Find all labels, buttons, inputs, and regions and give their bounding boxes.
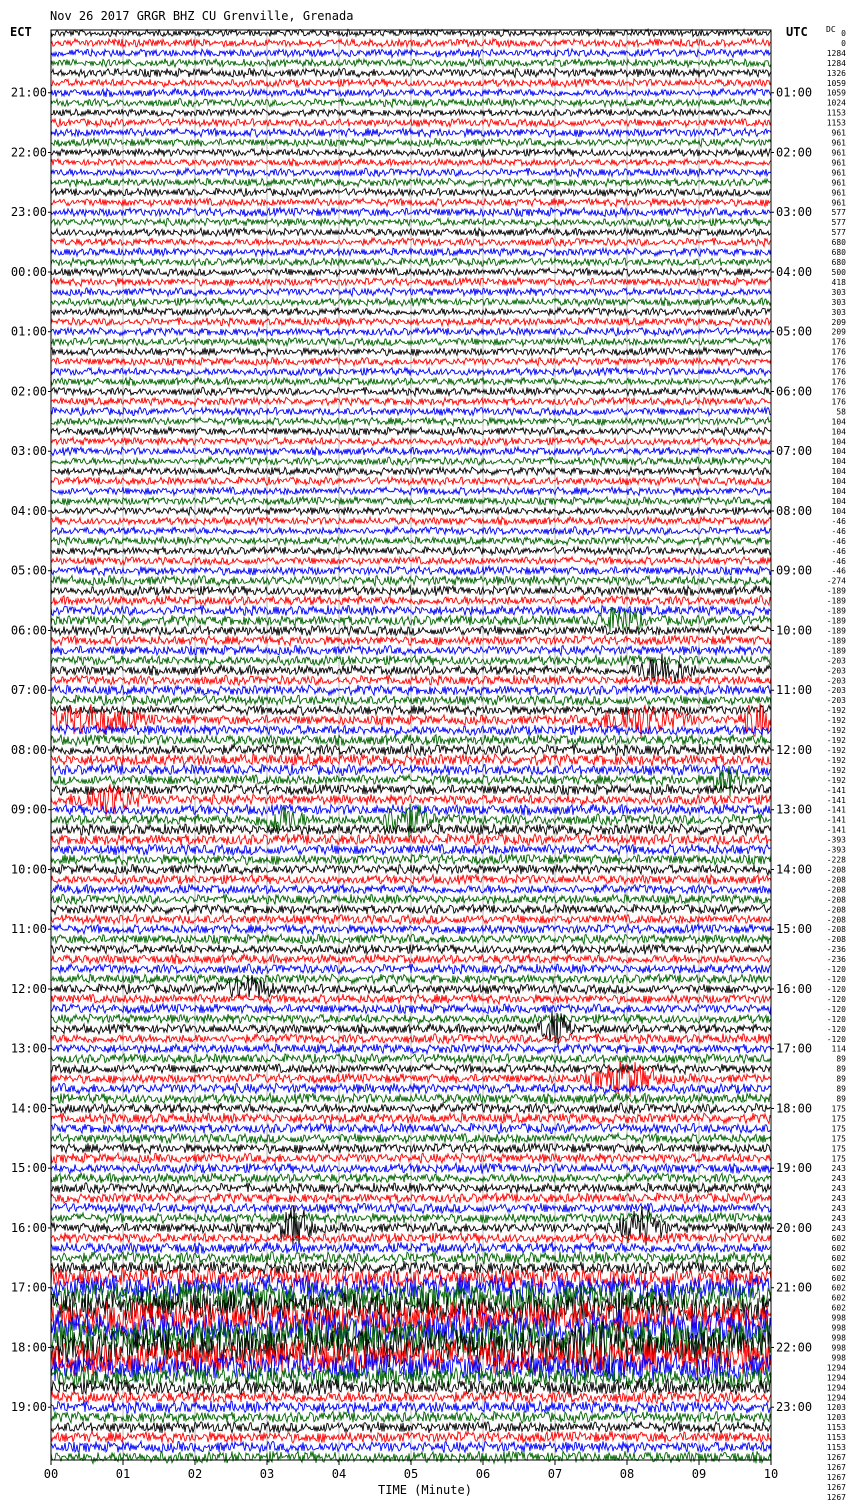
left-hour-label: 21:00	[10, 85, 47, 100]
x-tick-label: 02	[187, 1467, 203, 1481]
left-hour-label: 04:00	[10, 503, 47, 518]
dc-offset-label: -141	[826, 815, 846, 825]
dc-offset-label: 209	[831, 317, 846, 327]
left-hour-label: 13:00	[10, 1041, 47, 1056]
right-hour-label: 22:00	[776, 1340, 813, 1355]
dc-offset-label: -236	[826, 945, 846, 955]
right-hour-label: 16:00	[776, 981, 813, 996]
dc-offset-label: 961	[831, 138, 846, 148]
dc-offset-label: 176	[831, 347, 846, 357]
dc-offset-label: 0	[841, 29, 846, 38]
dc-offset-label: 1326	[826, 68, 846, 78]
left-hour-label: 10:00	[10, 862, 47, 877]
dc-offset-label: -192	[826, 775, 846, 785]
dc-offset-label: 243	[831, 1174, 846, 1184]
dc-offset-label: -192	[826, 716, 846, 726]
dc-offset-label: 243	[831, 1223, 846, 1233]
dc-offset-label: 89	[836, 1054, 846, 1064]
dc-offset-label: 114	[831, 1044, 846, 1054]
dc-offset-label: 961	[831, 168, 846, 178]
right-hour-label: 05:00	[776, 324, 813, 339]
right-hour-label: 21:00	[776, 1280, 813, 1295]
dc-offset-label: 104	[831, 417, 846, 427]
dc-offset-label: 1267	[826, 1482, 846, 1492]
left-hour-label: 00:00	[10, 264, 47, 279]
dc-offset-label: 1267	[826, 1472, 846, 1482]
dc-offset-label: 176	[831, 357, 846, 367]
dc-offset-label: 175	[831, 1104, 846, 1114]
right-hour-label: 12:00	[776, 742, 813, 757]
right-hour-label: 17:00	[776, 1041, 813, 1056]
dc-offset-label: 1203	[826, 1403, 846, 1413]
dc-offset-label: 1267	[826, 1453, 846, 1462]
dc-offset-label: 577	[831, 218, 846, 228]
x-tick-label: 07	[547, 1467, 563, 1481]
x-axis-ticks	[44, 1460, 778, 1481]
dc-offset-label: 303	[831, 297, 846, 307]
dc-offset-label: 998	[831, 1333, 846, 1343]
dc-offset-label: 104	[831, 506, 846, 516]
dc-offset-label: -393	[826, 845, 846, 855]
dc-offset-label: 680	[831, 248, 846, 258]
dc-offset-label: -189	[826, 606, 846, 616]
dc-offset-label: 961	[831, 158, 846, 168]
dc-offset-label: -208	[826, 935, 846, 945]
dc-offset-label: 176	[831, 367, 846, 377]
dc-offset-label: 1059	[826, 78, 846, 88]
dc-offset-label: -393	[826, 835, 846, 845]
dc-offset-label: 104	[831, 437, 846, 447]
x-tick-label: 10	[763, 1467, 779, 1481]
dc-offset-label: 175	[831, 1124, 846, 1134]
dc-offset-label: 1294	[826, 1393, 846, 1403]
dc-offset-label: -189	[826, 646, 846, 656]
left-hour-label: 09:00	[10, 802, 47, 817]
dc-offset-label: 602	[831, 1233, 846, 1243]
dc-offset-label: -228	[826, 855, 846, 865]
x-tick-label: 01	[115, 1467, 131, 1481]
dc-offset-label: 243	[831, 1184, 846, 1194]
dc-offset-label: 176	[831, 397, 846, 407]
dc-offset-label: 1153	[826, 1443, 846, 1453]
dc-offset-label: 104	[831, 427, 846, 437]
dc-offset-label: -203	[826, 676, 846, 686]
right-hour-label: 23:00	[776, 1400, 813, 1415]
dc-offset-label: -46	[831, 526, 846, 536]
x-axis-label: TIME (Minute)	[378, 1483, 472, 1497]
dc-offset-label: -120	[826, 975, 846, 985]
dc-offset-label: -208	[826, 885, 846, 895]
dc-offset-label: 961	[831, 178, 846, 188]
right-hour-label: 14:00	[776, 862, 813, 877]
dc-offset-label: 89	[836, 1084, 846, 1094]
dc-offset-label: -141	[826, 785, 846, 795]
dc-offset-label: 1203	[826, 1413, 846, 1423]
right-hour-label: 09:00	[776, 563, 813, 578]
x-tick-label: 00	[43, 1467, 59, 1481]
dc-offset-label: 104	[831, 477, 846, 487]
dc-offset-label: -46	[831, 536, 846, 546]
dc-offset-label: -46	[831, 556, 846, 566]
dc-offset-label: 577	[831, 208, 846, 218]
dc-offset-label: -203	[826, 656, 846, 666]
left-hour-label: 15:00	[10, 1161, 47, 1176]
dc-offset-label: -192	[826, 726, 846, 736]
x-tick-label: 06	[475, 1467, 491, 1481]
x-tick-label: 03	[259, 1467, 275, 1481]
dc-offset-label: 1024	[826, 98, 846, 108]
dc-offset-label: 998	[831, 1323, 846, 1333]
dc-offset-label: 1059	[826, 88, 846, 98]
x-tick-label: 08	[619, 1467, 635, 1481]
left-hour-label: 12:00	[10, 981, 47, 996]
dc-offset-label: 602	[831, 1303, 846, 1313]
dc-offset-label: 602	[831, 1253, 846, 1263]
dc-offset-label: 243	[831, 1194, 846, 1204]
left-hour-label: 16:00	[10, 1220, 47, 1235]
dc-offset-label: -208	[826, 865, 846, 875]
left-hour-label: 07:00	[10, 683, 47, 698]
dc-offset-label: 104	[831, 457, 846, 467]
dc-offset-label: 104	[831, 467, 846, 477]
left-hour-label: 23:00	[10, 205, 47, 220]
dc-offset-label: 1267	[826, 1492, 846, 1500]
dc-offset-label: 243	[831, 1164, 846, 1174]
dc-offset-label: -120	[826, 1014, 846, 1024]
dc-offset-label: 0	[841, 38, 846, 48]
dc-offset-label: 175	[831, 1114, 846, 1124]
dc-offset-label: -120	[826, 984, 846, 994]
dc-offset-label: 961	[831, 198, 846, 208]
dc-offset-label: 1284	[826, 48, 846, 58]
dc-offset-labels	[827, 29, 846, 1500]
dc-offset-label: 176	[831, 337, 846, 347]
left-hour-label: 14:00	[10, 1101, 47, 1116]
dc-offset-label: 175	[831, 1134, 846, 1144]
dc-offset-label: -203	[826, 666, 846, 676]
dc-offset-label: 243	[831, 1204, 846, 1214]
right-hour-label: 10:00	[776, 623, 813, 638]
left-hour-labels	[11, 86, 51, 1414]
right-hour-label: 18:00	[776, 1101, 813, 1116]
x-tick-label: 05	[403, 1467, 419, 1481]
dc-offset-label: -192	[826, 755, 846, 765]
dc-offset-label: -189	[826, 596, 846, 606]
dc-offset-label: -46	[831, 566, 846, 576]
dc-offset-label: -189	[826, 616, 846, 626]
dc-offset-label: -120	[826, 994, 846, 1004]
dc-offset-label: -192	[826, 736, 846, 746]
right-hour-label: 01:00	[776, 85, 813, 100]
left-hour-label: 05:00	[10, 563, 47, 578]
dc-offset-label: -203	[826, 696, 846, 706]
dc-offset-label: 961	[831, 188, 846, 198]
dc-offset-label: 58	[836, 407, 846, 417]
dc-offset-label: -192	[826, 745, 846, 755]
chart-title: Nov 26 2017 GRGR BHZ CU Grenville, Grenada	[50, 9, 354, 23]
dc-offset-label: -141	[826, 795, 846, 805]
dc-offset-label: 176	[831, 387, 846, 397]
dc-offset-label: 1153	[826, 1433, 846, 1443]
right-hour-label: 11:00	[776, 683, 813, 698]
left-hour-label: 02:00	[10, 384, 47, 399]
dc-offset-label: -189	[826, 636, 846, 646]
right-hour-label: 07:00	[776, 444, 813, 459]
dc-offset-label: -141	[826, 805, 846, 815]
dc-offset-label: 961	[831, 148, 846, 158]
x-tick-label: 09	[691, 1467, 707, 1481]
right-hour-label: 04:00	[776, 264, 813, 279]
dc-offset-label: 104	[831, 447, 846, 457]
dc-offset-label: 1153	[826, 118, 846, 128]
left-hour-label: 03:00	[10, 444, 47, 459]
x-tick-label: 04	[331, 1467, 347, 1481]
dc-offset-label: 602	[831, 1243, 846, 1253]
right-hour-label: 15:00	[776, 922, 813, 937]
right-hour-label: 19:00	[776, 1161, 813, 1176]
dc-offset-label: -192	[826, 706, 846, 716]
dc-offset-label: 602	[831, 1293, 846, 1303]
dc-offset-label: -141	[826, 825, 846, 835]
dc-offset-label: 175	[831, 1144, 846, 1154]
dc-offset-label: -274	[826, 576, 846, 586]
left-hour-label: 06:00	[10, 623, 47, 638]
left-hour-label: 11:00	[10, 922, 47, 937]
dc-offset-label: 175	[831, 1154, 846, 1164]
dc-offset-label: -208	[826, 925, 846, 935]
dc-offset-label: 104	[831, 497, 846, 507]
dc-offset-label: -46	[831, 546, 846, 556]
dc-offset-label: 602	[831, 1283, 846, 1293]
right-hour-label: 02:00	[776, 145, 813, 160]
dc-offset-label: -120	[826, 1024, 846, 1034]
dc-offset-label: -208	[826, 905, 846, 915]
dc-offset-label: 680	[831, 238, 846, 248]
dc-offset-label: 209	[831, 327, 846, 337]
dc-offset-label: 1153	[826, 1423, 846, 1433]
dc-offset-label: 243	[831, 1214, 846, 1224]
dc-offset-label: -46	[831, 516, 846, 526]
left-hour-label: 18:00	[10, 1340, 47, 1355]
dc-offset-label: -192	[826, 765, 846, 775]
dc-offset-label: -208	[826, 915, 846, 925]
left-hour-label: 08:00	[10, 742, 47, 757]
left-hour-label: 17:00	[10, 1280, 47, 1295]
dc-offset-label: -236	[826, 955, 846, 965]
dc-offset-label: 303	[831, 307, 846, 317]
dc-offset-label: -208	[826, 875, 846, 885]
right-hour-labels	[771, 86, 812, 1414]
left-hour-label: 01:00	[10, 324, 47, 339]
dc-offset-label: 89	[836, 1094, 846, 1104]
dc-offset-label: 89	[836, 1074, 846, 1084]
left-hour-label: 19:00	[10, 1400, 47, 1415]
dc-offset-label: -120	[826, 965, 846, 975]
dc-offset-label: -208	[826, 895, 846, 905]
dc-offset-label: 602	[831, 1273, 846, 1283]
dc-offset-label: 176	[831, 377, 846, 387]
dc-offset-label: -189	[826, 626, 846, 636]
right-hour-label: 13:00	[776, 802, 813, 817]
dc-offset-label: 1153	[826, 108, 846, 118]
dc-offset-label: 89	[836, 1064, 846, 1074]
dc-offset-label: -120	[826, 1004, 846, 1014]
dc-header: DC	[826, 25, 836, 34]
dc-offset-label: 500	[831, 267, 846, 277]
dc-offset-label: 1294	[826, 1363, 846, 1373]
dc-offset-label: 680	[831, 258, 846, 268]
dc-offset-label: 104	[831, 487, 846, 497]
dc-offset-label: 1267	[826, 1462, 846, 1472]
right-hour-label: 20:00	[776, 1220, 813, 1235]
dc-offset-label: -203	[826, 686, 846, 696]
dc-offset-label: -189	[826, 586, 846, 596]
dc-offset-label: 418	[831, 277, 846, 287]
dc-offset-label: 998	[831, 1313, 846, 1323]
right-hour-label: 06:00	[776, 384, 813, 399]
dc-offset-label: 998	[831, 1343, 846, 1353]
dc-offset-label: 602	[831, 1263, 846, 1273]
dc-offset-label: 1294	[826, 1373, 846, 1383]
right-timezone-label: UTC	[786, 25, 808, 39]
dc-offset-label: -120	[826, 1034, 846, 1044]
left-timezone-label: ECT	[10, 25, 32, 39]
dc-offset-label: 303	[831, 287, 846, 297]
left-hour-label: 22:00	[10, 145, 47, 160]
dc-offset-label: 998	[831, 1353, 846, 1363]
dc-offset-label: 1294	[826, 1383, 846, 1393]
dc-offset-label: 577	[831, 228, 846, 238]
dc-offset-label: 961	[831, 128, 846, 138]
right-hour-label: 08:00	[776, 503, 813, 518]
right-hour-label: 03:00	[776, 205, 813, 220]
dc-offset-label: 1284	[826, 58, 846, 68]
